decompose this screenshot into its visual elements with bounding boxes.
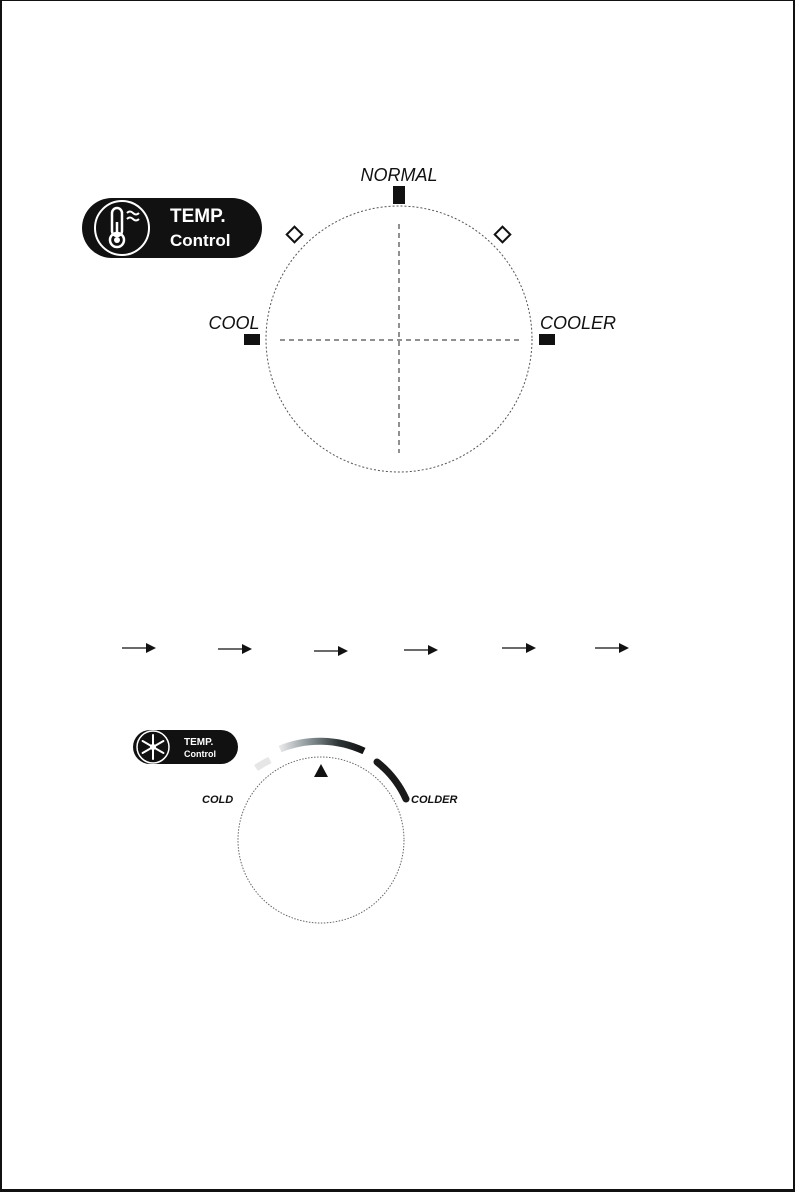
label-cold: COLD bbox=[202, 794, 234, 806]
arrow-right-icon bbox=[595, 643, 629, 653]
fridge-temp-badge bbox=[82, 198, 262, 258]
marker-normal bbox=[393, 186, 405, 204]
fridge-badge-line1: TEMP. bbox=[170, 206, 226, 227]
arrow-right-icon bbox=[404, 645, 438, 655]
arrow-right-icon bbox=[314, 646, 348, 656]
label-cooler: COOLER bbox=[539, 313, 617, 333]
marker-cool bbox=[244, 334, 260, 345]
freezer-gradient-arc bbox=[256, 741, 406, 799]
fridge-dial[interactable] bbox=[266, 206, 532, 472]
arrow-right-icon bbox=[218, 644, 252, 654]
marker-diamond-left bbox=[287, 227, 303, 243]
arrow-right-icon bbox=[502, 643, 536, 653]
freezer-badge-line2: Control bbox=[184, 749, 216, 759]
freezer-dial[interactable] bbox=[238, 757, 404, 923]
label-cool: COOL bbox=[208, 313, 260, 333]
arrow-sequence bbox=[122, 643, 629, 656]
fridge-badge-line2: Control bbox=[170, 231, 231, 250]
freezer-dial-pointer bbox=[314, 764, 328, 777]
arrow-right-icon bbox=[122, 643, 156, 653]
label-colder: COLDER bbox=[411, 794, 458, 806]
marker-diamond-right bbox=[495, 227, 511, 243]
freezer-temp-badge bbox=[133, 730, 238, 764]
marker-cooler bbox=[539, 334, 555, 345]
freezer-badge-line1: TEMP. bbox=[184, 737, 214, 748]
label-normal: NORMAL bbox=[360, 165, 438, 185]
